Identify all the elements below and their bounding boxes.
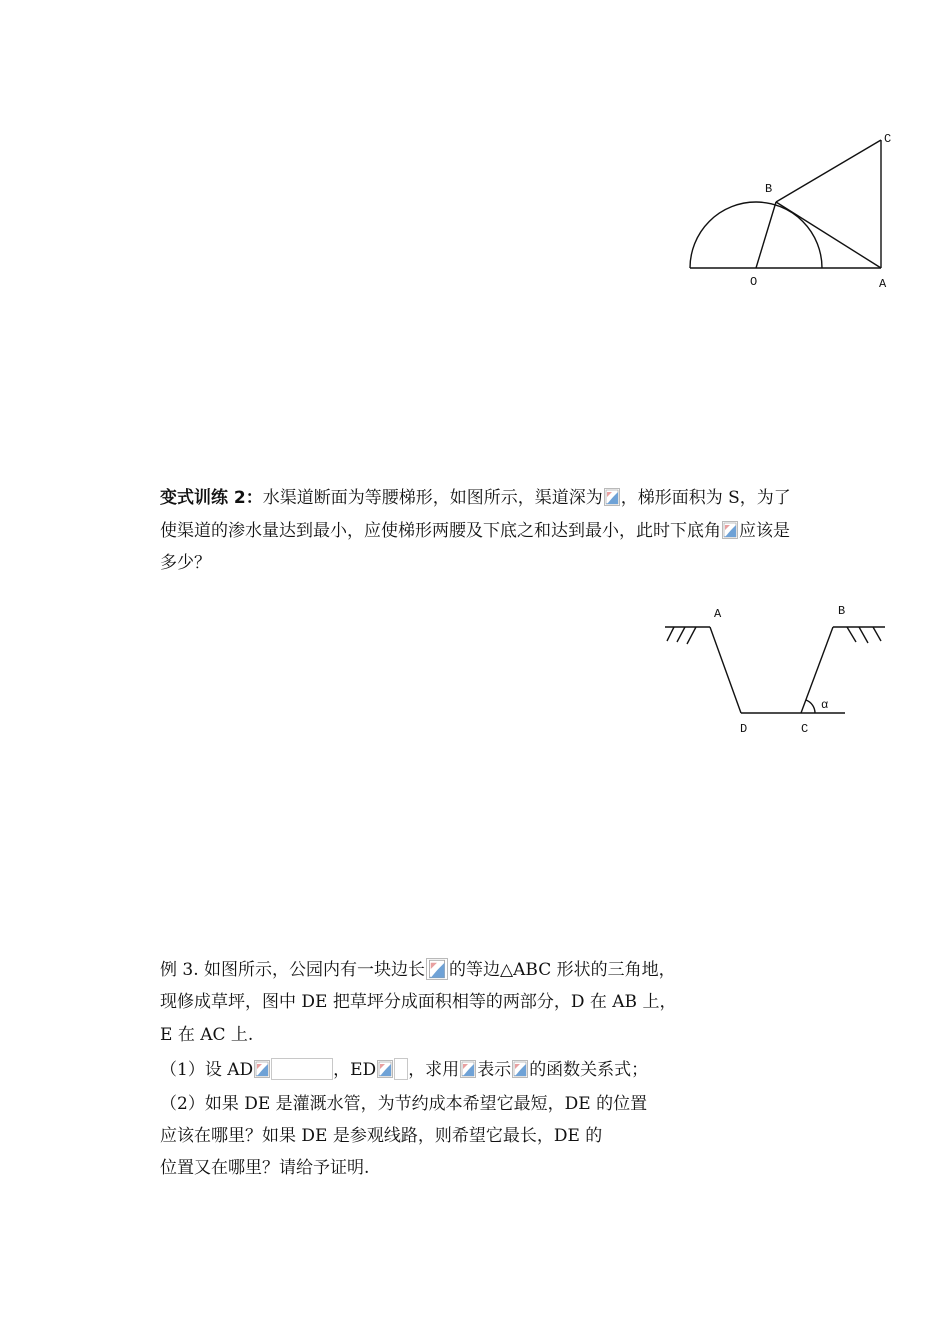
exercise2-line2: 使渠道的渗水量达到最小，应使梯形两腰及下底之和达到最小，此时下底角 应该是 — [160, 521, 790, 541]
exercise2-heading: 变式训练 2： — [160, 488, 263, 508]
label-o: O — [750, 275, 758, 289]
semicircle-arc — [690, 202, 822, 268]
broken-image-icon — [512, 1060, 528, 1078]
broken-image-icon — [604, 488, 620, 506]
example3-line4: （1）设 AD ，ED ，求用 表示 的函数关系式； — [160, 1060, 649, 1080]
example3-line5: （2）如果 DE 是灌溉水管，为节约成本希望它最短，DE 的位置 — [160, 1094, 648, 1114]
exercise2-line1: 变式训练 2：水渠道断面为等腰梯形，如图所示，渠道深为 ，梯形面积为 S，为了 — [160, 488, 791, 508]
label-alpha: α — [821, 698, 829, 712]
segment-ob — [756, 202, 776, 268]
example3-line6: 应该在哪里？如果 DE 是参观线路，则希望它最长，DE 的 — [160, 1126, 603, 1146]
broken-image-icon — [377, 1060, 393, 1078]
broken-image-icon — [722, 521, 738, 539]
channel-diagram — [660, 598, 890, 743]
label-d: D — [740, 722, 748, 736]
label-c: C — [801, 722, 809, 736]
broken-image-icon — [254, 1060, 270, 1078]
broken-image-icon — [460, 1060, 476, 1078]
broken-image-icon — [426, 958, 448, 980]
segment-bc — [776, 140, 881, 202]
label-c: C — [884, 132, 892, 146]
exercise2-line3: 多少？ — [160, 553, 211, 573]
figure-semicircle — [680, 125, 900, 295]
figure-channel — [660, 598, 890, 743]
blank-box — [271, 1058, 333, 1080]
slope-left — [710, 627, 741, 713]
blank-box — [394, 1058, 408, 1080]
example3-line1: 例 3. 如图所示，公园内有一块边长 的等边△ABC 形状的三角地， — [160, 960, 676, 980]
label-a: A — [714, 607, 722, 621]
example3-line2: 现修成草坪，图中 DE 把草坪分成面积相等的两部分，D 在 AB 上， — [160, 992, 677, 1012]
example3-line7: 位置又在哪里？请给予证明. — [160, 1158, 370, 1178]
angle-alpha-arc — [806, 700, 815, 713]
label-a: A — [879, 277, 887, 291]
label-b: B — [765, 182, 773, 196]
segment-ba — [776, 202, 881, 268]
semicircle-diagram — [680, 125, 900, 295]
label-b: B — [838, 604, 846, 618]
example3-line3: E 在 AC 上. — [160, 1025, 254, 1045]
